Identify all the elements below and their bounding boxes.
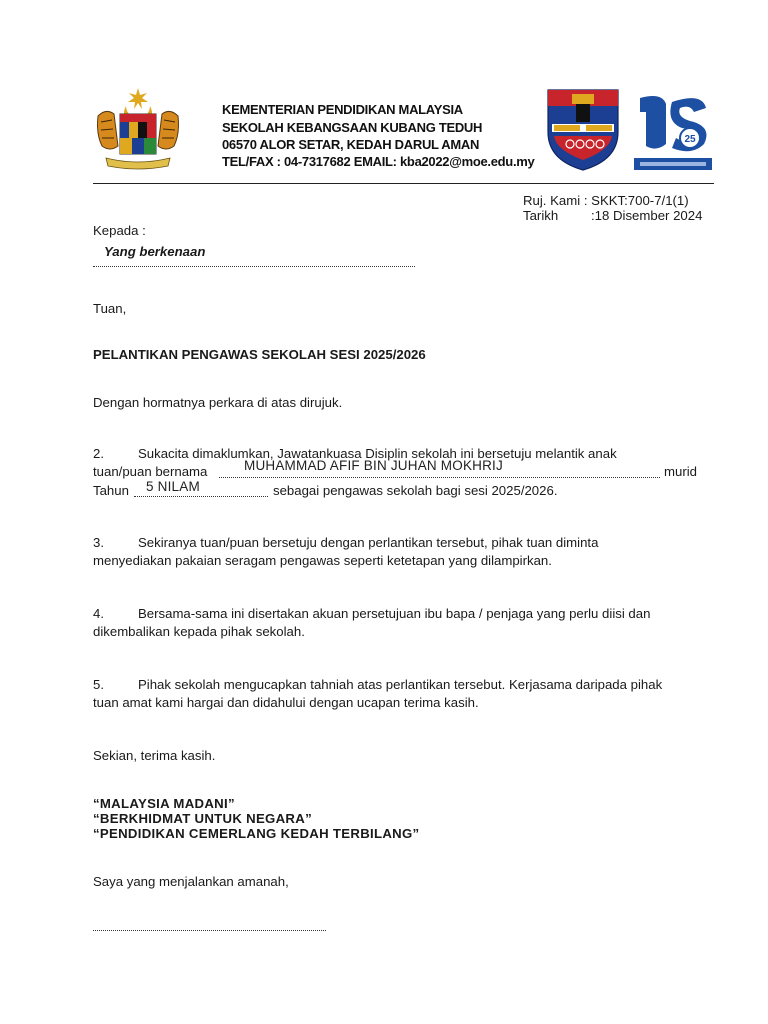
recipient-name: Yang berkenaan (104, 244, 206, 259)
slogan-malaysia-madani: “MALAYSIA MADANI” (93, 796, 235, 811)
para2-line2-suffix: murid (664, 464, 697, 479)
student-name-value: MUHAMMAD AFIF BIN JUHAN MOKHRIJ (244, 458, 503, 473)
para5-line1: Pihak sekolah mengucapkan tahniah atas perlantikan tersebut. Kerjasama daripada pihak (138, 677, 663, 692)
para2-number: 2. (93, 446, 104, 461)
ministry-name: KEMENTERIAN PENDIDIKAN MALAYSIA (222, 102, 463, 117)
school-name: SEKOLAH KEBANGSAAN KUBANG TEDUH (222, 120, 483, 135)
school-contact: TEL/FAX : 04-7317682 EMAIL: kba2022@moe.edu.my (222, 154, 535, 169)
intro-paragraph: Dengan hormatnya perkara di atas dirujuk. (93, 395, 343, 410)
reference-number: Ruj. Kami : SKKT:700-7/1(1) (523, 193, 689, 208)
para4-line2: dikembalikan kepada pihak sekolah. (93, 624, 305, 639)
letter-subject: PELANTIKAN PENGAWAS SEKOLAH SESI 2025/2026 (93, 347, 426, 362)
date-label: Tarikh (523, 208, 559, 223)
para3-line1: Sekiranya tuan/puan bersetuju dengan perlantikan tersebut, pihak tuan diminta (138, 535, 599, 550)
class-name-value: 5 NILAM (146, 479, 200, 494)
recipient-dotted-line (93, 262, 415, 267)
para2-line3-prefix: Tahun (93, 483, 129, 498)
ts25-logo (632, 88, 714, 172)
para4-number: 4. (93, 606, 104, 621)
school-address: 06570 ALOR SETAR, KEDAH DARUL AMAN (222, 137, 480, 152)
para4-line1: Bersama-sama ini disertakan akuan persetujuan ibu bapa / penjaga yang perlu diisi dan (138, 606, 651, 621)
student-name-field (219, 474, 660, 478)
para5-line2: tuan amat kami hargai dan didahului dengan ucapan terima kasih. (93, 695, 479, 710)
signoff-text: Saya yang menjalankan amanah, (93, 874, 289, 889)
closing-line: Sekian, terima kasih. (93, 748, 216, 763)
para3-line2: menyediakan pakaian seragam pengawas seperti ketetapan yang dilampirkan. (93, 553, 552, 568)
school-crest-logo (544, 86, 622, 172)
para2-line3-suffix: sebagai pengawas sekolah bagi sesi 2025/2026. (273, 483, 558, 498)
header-divider (93, 183, 714, 184)
para5-number: 5. (93, 677, 104, 692)
malaysia-coat-of-arms-logo (92, 86, 184, 172)
para3-number: 3. (93, 535, 104, 550)
svg-text:25: 25 (684, 134, 696, 145)
slogan-berkhidmat: “BERKHIDMAT UNTUK NEGARA” (93, 811, 312, 826)
date-value: :18 Disember 2024 (591, 208, 703, 223)
para2-line2-prefix: tuan/puan bernama (93, 464, 208, 479)
recipient-label: Kepada : (93, 223, 146, 238)
slogan-pendidikan: “PENDIDIKAN CEMERLANG KEDAH TERBILANG” (93, 826, 420, 841)
salutation: Tuan, (93, 301, 127, 316)
signature-dotted-line (93, 927, 326, 931)
para2-line1: Sukacita dimaklumkan, Jawatankuasa Disiplin sekolah ini bersetuju melantik anak (138, 446, 617, 461)
